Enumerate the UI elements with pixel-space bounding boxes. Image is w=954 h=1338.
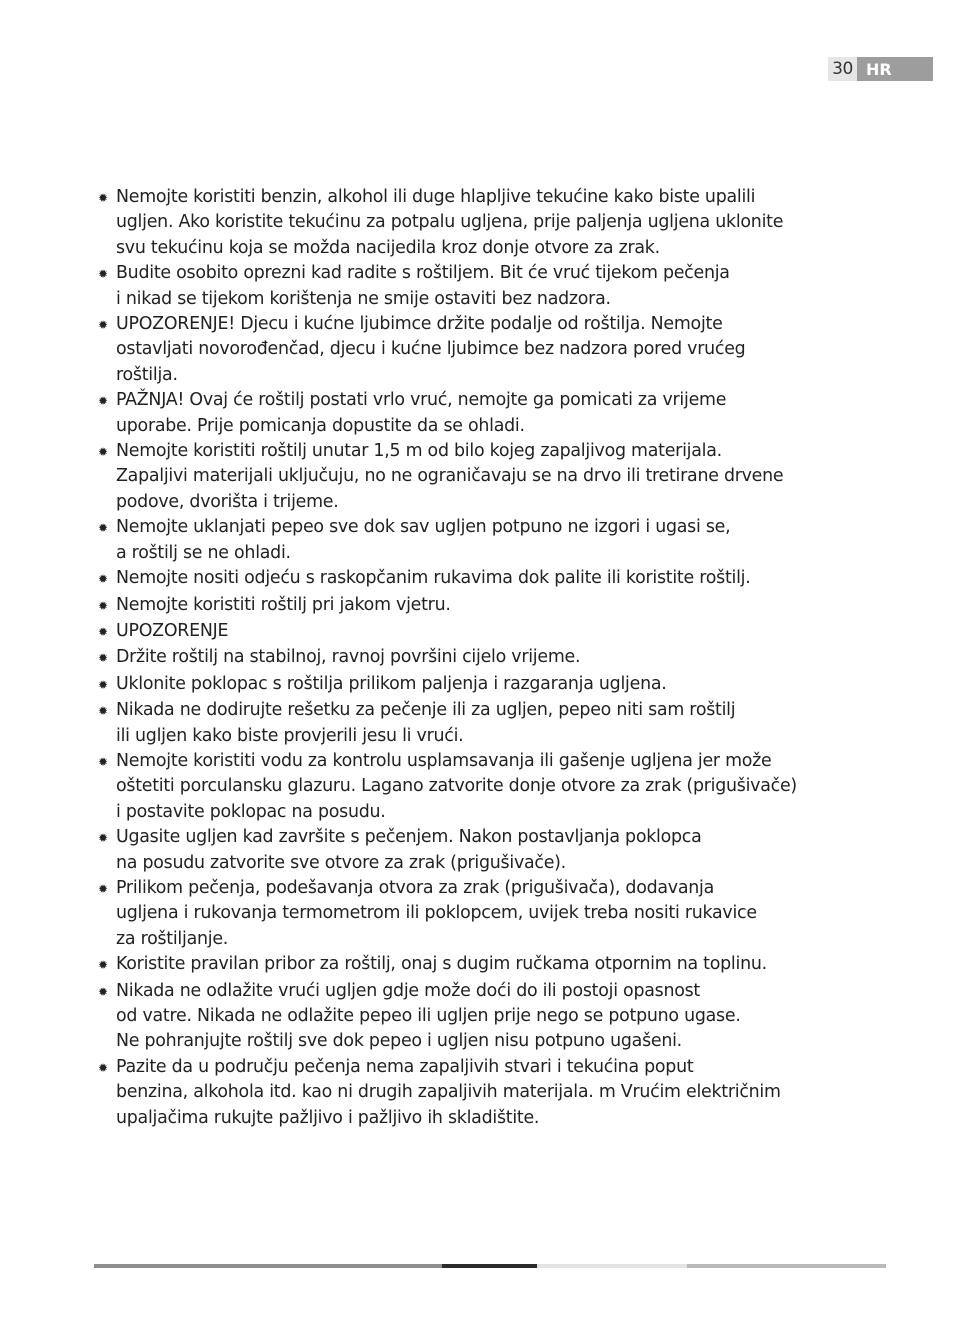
list-item-text: Nemojte nositi odjeću s raskopčanim rukavima dok palite ili koristite roštilj. (116, 568, 751, 589)
list-item (98, 749, 858, 825)
flower-bullet-icon: ✹ (98, 881, 108, 896)
list-item (98, 515, 858, 566)
list-item (98, 619, 858, 645)
language-badge: HR (857, 57, 933, 81)
list-item-text: Držite roštilj na stabilnoj, ravnoj površini cijelo vrijeme. (116, 647, 581, 668)
flower-bullet-icon: ✹ (98, 521, 108, 536)
list-item (98, 698, 858, 749)
list-item-text: Ugasite ugljen kad završite s pečenjem. Nakon postavljanja poklopca na posudu zatvorite sve otvore za zrak (prigušivače). (116, 827, 702, 873)
flower-bullet-icon: ✹ (98, 572, 108, 587)
list-item (98, 261, 858, 312)
footer-rule-segment (442, 1264, 537, 1268)
list-item-text: Nemojte koristiti roštilj pri jakom vjetru. (116, 594, 451, 615)
list-item-text: UPOZORENJE (116, 620, 229, 641)
flower-bullet-icon: ✹ (98, 958, 108, 973)
flower-bullet-icon: ✹ (98, 651, 108, 666)
page-number: 30 (828, 57, 857, 81)
flower-bullet-icon: ✹ (98, 318, 108, 333)
list-item-text: Nemojte koristiti vodu za kontrolu usplamsavanja ili gašenje ugljena jer može oštetiti porculansku glazuru. Lagano zatvorite donje otvore za zrak (prigušivače) i postavite poklopac na posudu. (116, 750, 797, 822)
list-item-text: Nemojte koristiti roštilj unutar 1,5 m od bilo kojeg zapaljivog materijala. Zapaljivi materijali uključuju, no ne ograničavaju se na drvo ili tretirane drvene podove, dvorišta i trijeme. (116, 441, 784, 512)
flower-bullet-icon: ✹ (98, 677, 108, 692)
list-item (98, 593, 858, 619)
list-item (98, 979, 858, 1055)
flower-bullet-icon: ✹ (98, 598, 108, 613)
list-item (98, 312, 858, 388)
list-item-text: Nikada ne odlažite vrući ugljen gdje može doći do ili postoji opasnost od vatre. Nikada ne odlažite pepeo ili ugljen prije nego se potpuno ugase. Ne pohranjujte roštilj sve dok pepeo i ugljen nisu potpuno ugašeni. (116, 980, 741, 1052)
footer-rule-segment (94, 1264, 442, 1268)
page-header (828, 57, 933, 81)
flower-bullet-icon: ✹ (98, 267, 108, 282)
list-item-text: Koristite pravilan pribor za roštilj, onaj s dugim ručkama otpornim na toplinu. (116, 954, 767, 975)
list-item-text: Nemojte uklanjati pepeo sve dok sav ugljen potpuno ne izgori i ugasi se, a roštilj se ne ohladi. (116, 517, 731, 563)
list-item (98, 185, 858, 261)
list-item (98, 672, 858, 698)
list-item-text: Nemojte koristiti benzin, alkohol ili duge hlapljive tekućine kako biste upalili ugljen. Ako koristite tekućinu za potpalu ugljena, prije paljenja ugljena uklonite svu tekućinu koja se možda nacijedila kroz donje otvore za zrak. (116, 187, 784, 258)
list-item (98, 825, 858, 876)
list-item-text: Nikada ne dodirujte rešetku za pečenje ili za ugljen, pepeo niti sam roštilj ili ugljen kako biste provjerili jesu li vrući. (116, 700, 736, 746)
list-item (98, 388, 858, 439)
footer-rule-segment (537, 1264, 687, 1268)
flower-bullet-icon: ✹ (98, 445, 108, 460)
list-item-text: Budite osobito oprezni kad radite s roštiljem. Bit će vruć tijekom pečenja i nikad se tijekom korištenja ne smije ostaviti bez nadzora. (116, 263, 730, 309)
list-item-text: UPOZORENJE! Djecu i kućne ljubimce držite podalje od roštilja. Nemojte ostavljati novorođenčad, djecu i kućne ljubimce bez nadzora pored vrućeg roštilja. (116, 314, 746, 385)
flower-bullet-icon: ✹ (98, 984, 108, 999)
flower-bullet-icon: ✹ (98, 831, 108, 846)
flower-bullet-icon: ✹ (98, 394, 108, 409)
bullet-list (98, 185, 858, 1131)
list-item (98, 1055, 858, 1131)
footer-rule (94, 1264, 886, 1268)
safety-instructions (98, 185, 858, 1131)
flower-bullet-icon: ✹ (98, 191, 108, 205)
list-item (98, 439, 858, 515)
list-item-text: PAŽNJA! Ovaj će roštilj postati vrlo vruć, nemojte ga pomicati za vrijeme uporabe. Prije pomicanja dopustite da se ohladi. (116, 390, 727, 436)
flower-bullet-icon: ✹ (98, 704, 108, 719)
list-item (98, 645, 858, 671)
flower-bullet-icon: ✹ (98, 624, 108, 639)
list-item (98, 566, 858, 592)
list-item (98, 876, 858, 952)
footer-rule-segment (687, 1264, 886, 1268)
list-item-text: Uklonite poklopac s roštilja prilikom paljenja i razgaranja ugljena. (116, 673, 667, 694)
list-item-text: Prilikom pečenja, podešavanja otvora za zrak (prigušivača), dodavanja ugljena i rukovanja termometrom ili poklopcem, uvijek treba nositi rukavice za roštiljanje. (116, 877, 757, 949)
flower-bullet-icon: ✹ (98, 754, 108, 769)
list-item-text: Pazite da u području pečenja nema zapaljivih stvari i tekućina poput benzina, alkohola itd. kao ni drugih zapaljivih materijala. m Vrućim električnim upaljačima rukujte pažljivo i pažljivo ih skladištite. (116, 1056, 781, 1128)
flower-bullet-icon: ✹ (98, 1060, 108, 1075)
list-item (98, 952, 858, 978)
